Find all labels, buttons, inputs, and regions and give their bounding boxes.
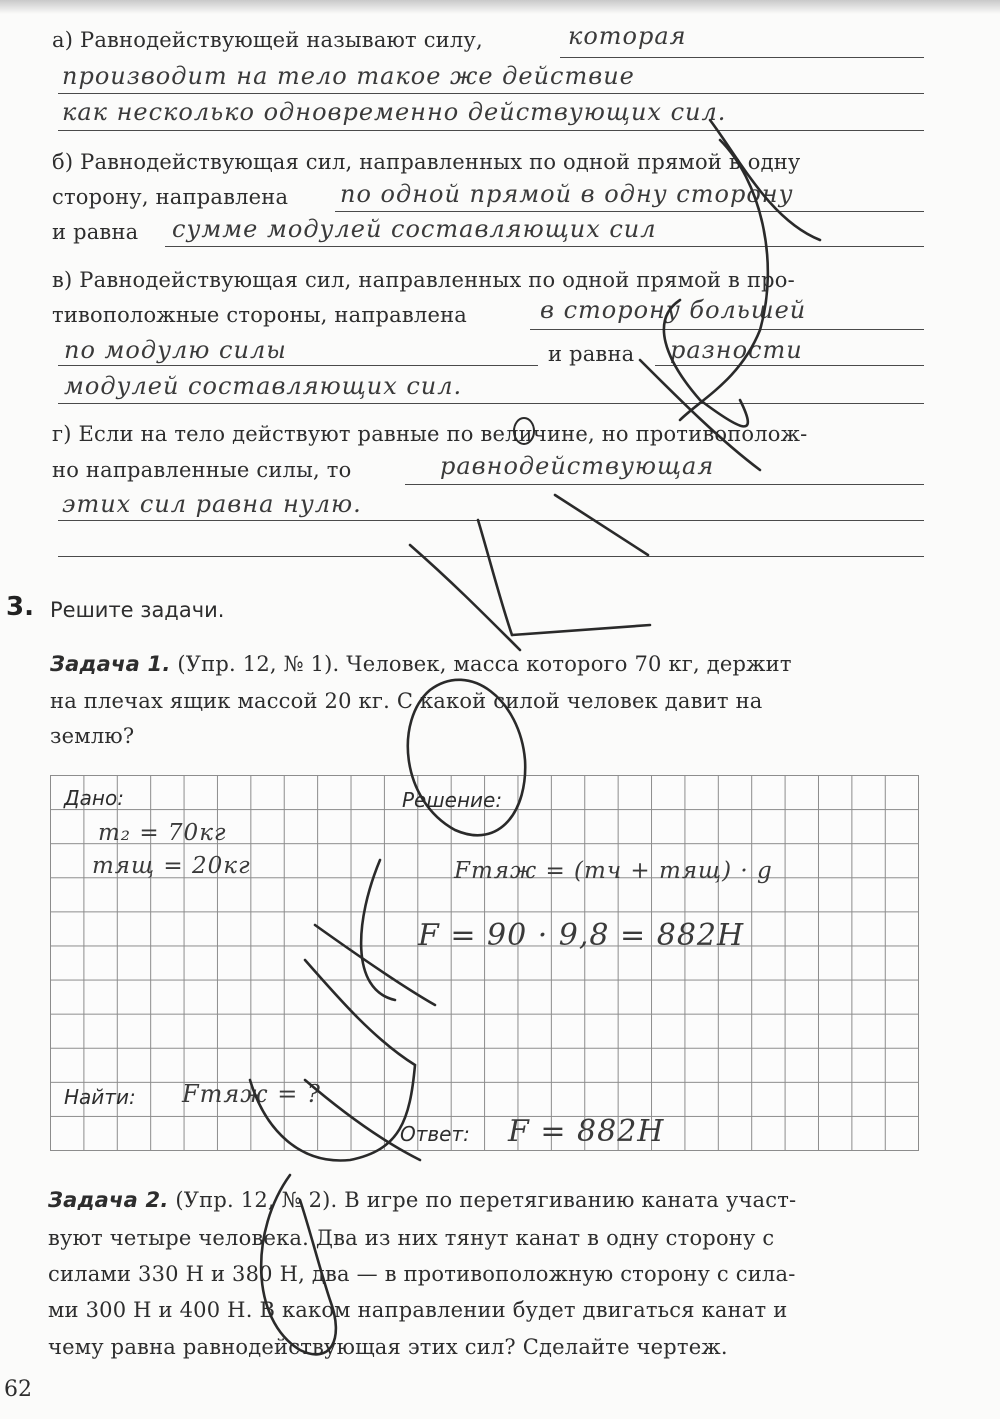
item-v-equals-label: и равна xyxy=(548,342,635,366)
item-a-answer-2[interactable]: производит на тело такое же действие xyxy=(62,62,635,90)
item-a-answer-1[interactable]: которая xyxy=(568,22,687,50)
item-g-line1: г) Если на тело действуют равные по величине, но противополож- xyxy=(52,422,808,446)
item-g-line2-prefix: но направленные силы, то xyxy=(52,458,352,482)
item-v-answer-direction-2[interactable]: по модулю силы xyxy=(64,336,287,364)
answer-line xyxy=(58,520,924,521)
find-label: Найти: xyxy=(64,1085,136,1109)
solution-line-1[interactable]: Fтяж = (mч + mящ) · g xyxy=(454,858,773,884)
item-g-answer-2[interactable]: этих сил равна нулю. xyxy=(62,490,362,518)
answer-line xyxy=(560,57,924,58)
item-b-line1: б) Равнодействующая сил, направленных по одной прямой в одну xyxy=(52,150,801,174)
answer-line xyxy=(58,365,538,366)
answer-value[interactable]: F = 882Н xyxy=(508,1114,665,1149)
task2-line5: чему равна равнодействующая этих сил? Сделайте чертеж. xyxy=(48,1335,728,1359)
item-b-line3-prefix: и равна xyxy=(52,220,139,244)
item-v-answer-equals-2[interactable]: модулей составляющих сил. xyxy=(64,372,463,400)
answer-label: Ответ: xyxy=(400,1122,470,1146)
task2-line4: ми 300 Н и 400 Н. В каком направлении будет двигаться канат и xyxy=(48,1298,788,1322)
page-number: 62 xyxy=(4,1377,32,1402)
solution-label: Решение: xyxy=(402,788,503,812)
scan-edge-shadow xyxy=(0,0,1000,14)
answer-line xyxy=(655,365,924,366)
given-label: Дано: xyxy=(64,786,124,810)
item-v-line1: в) Равнодействующая сил, направленных по одной прямой в про- xyxy=(52,268,795,292)
task1-line1 xyxy=(50,652,792,676)
item-b-answer-equals[interactable]: сумме модулей составляющих сил xyxy=(172,215,657,243)
item-a-prompt: а) Равнодействующей называют силу, xyxy=(52,28,483,52)
solution-line-2[interactable]: F = 90 · 9,8 = 882Н xyxy=(418,918,745,953)
section-title: Решите задачи. xyxy=(50,598,225,622)
answer-line xyxy=(58,556,924,557)
answer-line xyxy=(530,329,924,330)
task1-line2: на плечах ящик массой 20 кг. С какой силой человек давит на xyxy=(50,689,763,713)
answer-line xyxy=(165,246,924,247)
item-v-line2-prefix: тивоположные стороны, направлена xyxy=(52,303,467,327)
task1-text-1: (Упр. 12, № 1). Человек, масса которого 70 кг, держит xyxy=(177,652,792,676)
section-number: 3. xyxy=(6,592,34,622)
task2-label: Задача 2. xyxy=(48,1188,169,1212)
item-v-answer-direction-1[interactable]: в сторону большей xyxy=(540,296,807,324)
answer-line xyxy=(335,211,924,212)
task2-line3: силами 330 Н и 380 Н, два — в противоположную сторону с сила- xyxy=(48,1262,796,1286)
item-g-answer-1[interactable]: равнодействующая xyxy=(440,452,715,480)
find-value[interactable]: Fтяж = ? xyxy=(182,1080,321,1108)
item-b-answer-direction[interactable]: по одной прямой в одну сторону xyxy=(340,180,794,208)
task2-text-1: (Упр. 12, № 2). В игре по перетягиванию каната участ- xyxy=(175,1188,797,1212)
answer-line xyxy=(405,484,924,485)
answer-line xyxy=(58,93,924,94)
answer-line xyxy=(58,403,924,404)
answer-line xyxy=(58,130,924,131)
task2-line2: вуют четыре человека. Два из них тянут канат в одну сторону с xyxy=(48,1226,775,1250)
task2-line1 xyxy=(48,1188,796,1212)
item-b-line2-prefix: сторону, направлена xyxy=(52,185,289,209)
task1-label: Задача 1. xyxy=(50,652,171,676)
given-value-2[interactable]: mящ = 20кг xyxy=(92,853,251,879)
item-v-answer-equals-1[interactable]: разности xyxy=(670,336,803,364)
given-value-1[interactable]: m₂ = 70кг xyxy=(98,820,227,846)
item-a-answer-3[interactable]: как несколько одновременно действующих сил. xyxy=(62,98,727,126)
task1-line3: землю? xyxy=(50,724,135,748)
